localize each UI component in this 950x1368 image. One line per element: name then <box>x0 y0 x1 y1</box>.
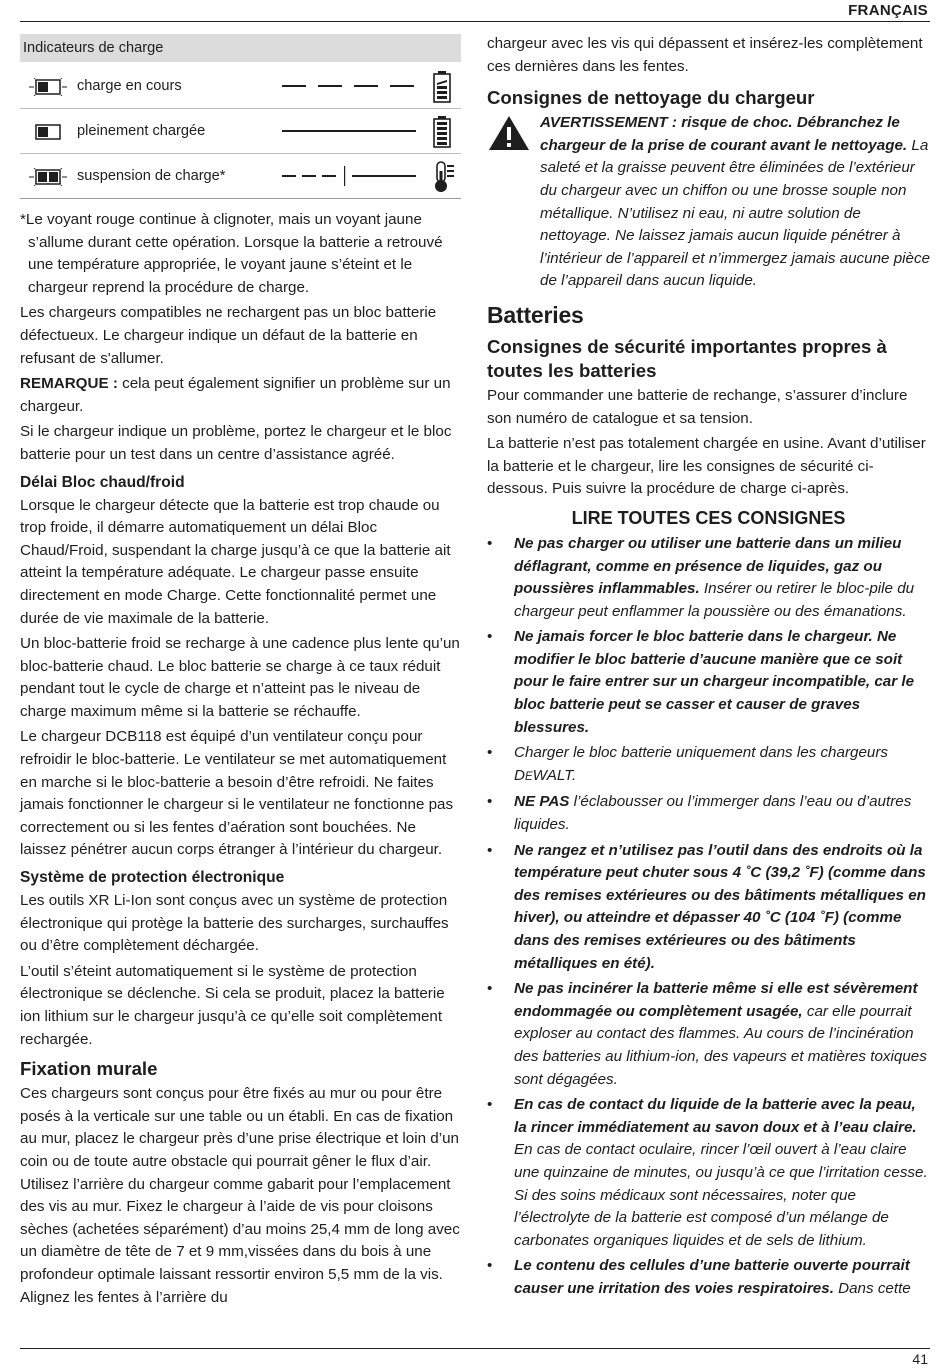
indicator-row-suspended <box>20 154 461 199</box>
remark-label: REMARQUE : <box>20 375 118 393</box>
thermometer-icon <box>432 161 458 193</box>
indicator-label: charge en cours <box>77 78 182 94</box>
battery-charging-icon <box>432 71 452 103</box>
heading-delai: Délai Bloc chaud/froid <box>20 473 185 491</box>
paragraph: L’outil s’éteint automatiquement si le système de protection électronique se déclenche. Si cela se produit, placez la batterie ion lithium sur le chargeur jusqu’à ce qu’elle soit complètement rechargée. <box>20 962 445 1048</box>
right-column <box>487 33 930 1304</box>
warning-triangle-icon <box>488 115 530 151</box>
footer-rule <box>20 1348 930 1349</box>
list-item <box>487 1255 930 1300</box>
bullet-text: En cas de contact oculaire, rincer l’œil ouvert à l’eau claire une quinzaine de minutes, ou jusqu’à ce que l’irritation cesse. Si des soins médicaux sont nécessaires, noter que l’électrolyte de la batterie est composé d’un mélange de carbonates organiques liquides et de sels de lithium. <box>514 1141 928 1249</box>
led-blinking-icon <box>28 78 68 96</box>
footnote: *Le voyant rouge continue à clignoter, mais un voyant jaune s’allume durant cette opération. Lorsque la batterie a retrouvé une température appropriée, le voyant jaune s’éteint et le chargeur reprend la procédure de charge. <box>20 211 443 296</box>
list-item <box>487 840 930 976</box>
heading-consignes: Consignes de sécurité importantes propres à toutes les batteries <box>487 335 887 381</box>
list-item <box>487 791 930 836</box>
bullet-bold: NE PAS <box>514 793 570 811</box>
heading-systeme: Système de protection électronique <box>20 869 285 887</box>
paragraph: chargeur avec les vis qui dépassent et insérez-les complètement ces dernières dans les fentes. <box>487 35 923 75</box>
heading-batteries: Batteries <box>487 301 584 328</box>
heading-fixation: Fixation murale <box>20 1058 158 1080</box>
brand-rest: WALT. <box>532 766 577 784</box>
bullet-text: Charger le bloc batterie uniquement dans les chargeurs D <box>514 744 888 784</box>
bullet-text: Insérer ou retirer le bloc-pile du chargeur peut enflammer la poussière ou des émanations. <box>514 580 915 620</box>
paragraph: Si le chargeur indique un problème, portez le chargeur et le bloc batterie pour un test dans un centre d’assistance agréé. <box>20 423 452 463</box>
bullet-bold: Le contenu des cellules d’une batterie ouverte pourrait causer une irritation des voies respiratoires. <box>514 1257 910 1297</box>
indicator-row-charging <box>20 64 461 109</box>
led-steady-icon <box>28 123 68 141</box>
warning-text <box>540 112 930 293</box>
heading-nettoyage: Consignes de nettoyage du chargeur <box>487 87 815 109</box>
paragraph: Ces chargeurs sont conçus pour être fixés au mur ou pour être posés à la verticale sur une table ou un établi. En cas de fixation au mur, placez le chargeur près d’une prise électrique et loin d’un coin ou de toute autre obstacle qui pourrait gêner le flux d’air. Utilisez l’arrière du chargeur comme gabarit pour l’emplacement des vis au mur. Fixez le chargeur à l’aide de vis pour cloisons sèches (achetées séparément) d’au moins 25,4 mm de long avec un diamètre de tête de 7 et 9 mm,vissées dans du bois à une profondeur optimale laissant ressortir environ 5,5 mm de la vis. Alignez les fentes à l’arrière du <box>20 1085 460 1306</box>
paragraph: Un bloc-batterie froid se recharge à une cadence plus lente qu’un bloc-batterie chaud. Le bloc batterie se charge à ce taux réduit pendant tout le cycle de charge et n’atteint pas le niveau de charge maximum même si la batterie se réchauffe. <box>20 635 460 720</box>
safety-bullet-list <box>487 533 930 1301</box>
indicator-label: pleinement chargée <box>77 123 206 139</box>
list-item <box>487 1094 930 1252</box>
list-item <box>487 742 930 788</box>
remark-text: cela peut également signifier un problème sur un chargeur. <box>20 375 451 415</box>
language-label: FRANÇAIS <box>848 2 928 19</box>
list-item <box>487 978 930 1091</box>
warning-title: AVERTISSEMENT : risque de choc. Débranchez le chargeur de la prise de courant avant le nettoyage. <box>540 114 908 154</box>
battery-full-icon <box>432 116 452 148</box>
paragraph: Le chargeur DCB118 est équipé d’un ventilateur conçu pour refroidir le bloc-batterie. Le ventilateur se met automatiquement en marche si le bloc-batterie a besoin d’être refroidi. Ne faites jamais fonctionner le chargeur si le ventilateur ne fonctionne pas correctement ou si les fentes d’aération sont bouchées. Ne laissez pénétrer aucun corps étranger à l’intérieur du chargeur. <box>20 728 454 859</box>
heading-lire-toutes: LIRE TOUTES CES CONSIGNES <box>571 507 846 528</box>
bullet-bold: Ne jamais forcer le bloc batterie dans le chargeur. Ne modifier le bloc batterie d’aucune manière que ce soit pour le faire entrer sur un chargeur incompatible, car le bloc batterie peut se casser et causer de graves blessures. <box>514 628 915 736</box>
bullet-bold: En cas de contact du liquide de la batterie avec la peau, la rincer immédiatement au savon doux et à l’eau claire. <box>514 1096 917 1136</box>
warning-body: La saleté et la graisse peuvent être éliminées de l’extérieur du chargeur avec un chiffon ou une brosse souple non métallique. N’utilisez ni eau, ni autre solution de nettoyage. Ne laissez jamais aucun liquide pénétrer à l’intérieur de l’appareil et n’immergez jamais aucune pièce de l’appareil dans aucun liquide. <box>540 136 931 290</box>
led-dual-blinking-icon <box>28 168 68 186</box>
indicator-row-full <box>20 109 461 154</box>
paragraph: Les chargeurs compatibles ne rechargent pas un bloc batterie défectueux. Le chargeur indique un défaut de la batterie en refusant de s'allumer. <box>20 304 437 367</box>
bullet-bold: Ne pas incinérer la batterie même si elle est sévèrement endommagée ou complètement usagée, <box>514 980 918 1020</box>
suspend-pattern-icon <box>282 165 442 189</box>
bullet-bold: Ne rangez et n’utilisez pas l’outil dans des endroits où la température peut chuter sous 4 ˚C (39,2 ˚F) (comme dans des remises extérieures ou des bâtiments métalliques en hiver), ou atteindre et dépasser 40 ˚C (104 ˚F) (comme dans des remises extérieures ou des bâtiments métalliques en été). <box>514 841 926 972</box>
paragraph: Lorsque le chargeur détecte que la batterie est trop chaude ou trop froide, il démarre automatiquement un délai Bloc Chaud/Froid, suspendant la charge jusqu’à ce que la batterie ait atteint la température adéquate. Le chargeur passe ensuite directement en mode Charge. Cette fonctionnalité permet une durée de vie maximale de la batterie. <box>20 496 451 627</box>
charge-indicator-table <box>20 34 461 199</box>
left-column <box>20 34 462 1312</box>
indicator-table-title: Indicateurs de charge <box>20 34 461 62</box>
bullet-text: Dans cette <box>833 1279 911 1297</box>
indicator-label: suspension de charge* <box>77 168 226 184</box>
paragraph: La batterie n’est pas totalement chargée en usine. Avant d’utiliser la batterie et le chargeur, lire les consignes de sécurité ci-dessous. Puis suivre la procédure de charge ci-après. <box>487 435 926 498</box>
bullet-text: car elle pourrait exploser au contact des flammes. Au cours de l’incinération des batteries au lithium-ion, des vapeurs et matières toxiques sont dégagées. <box>514 1002 927 1088</box>
list-item <box>487 626 930 739</box>
steady-line-icon <box>282 130 442 134</box>
blink-pattern-dashes-icon <box>282 85 442 89</box>
list-item <box>487 533 930 623</box>
bullet-text: l’éclabousser ou l’immerger dans l’eau ou d’autres liquides. <box>514 793 912 834</box>
brand-small-caps: E <box>524 770 533 783</box>
paragraph: Pour commander une batterie de rechange, s’assurer d’inclure son numéro de catalogue et sa tension. <box>487 386 908 427</box>
bullet-bold: Ne pas charger ou utiliser une batterie dans un milieu déflagrant, comme en présence de liquides, gaz ou poussières inflammables. <box>514 534 902 598</box>
warning-block <box>487 112 930 293</box>
page-number: 41 <box>912 1351 928 1367</box>
header-rule <box>20 21 930 22</box>
remark-paragraph <box>20 373 462 418</box>
paragraph: Les outils XR Li-Ion sont conçus avec un système de protection électronique qui protège la batterie des surcharges, surchauffes ou d’être complètement déchargée. <box>20 892 449 955</box>
